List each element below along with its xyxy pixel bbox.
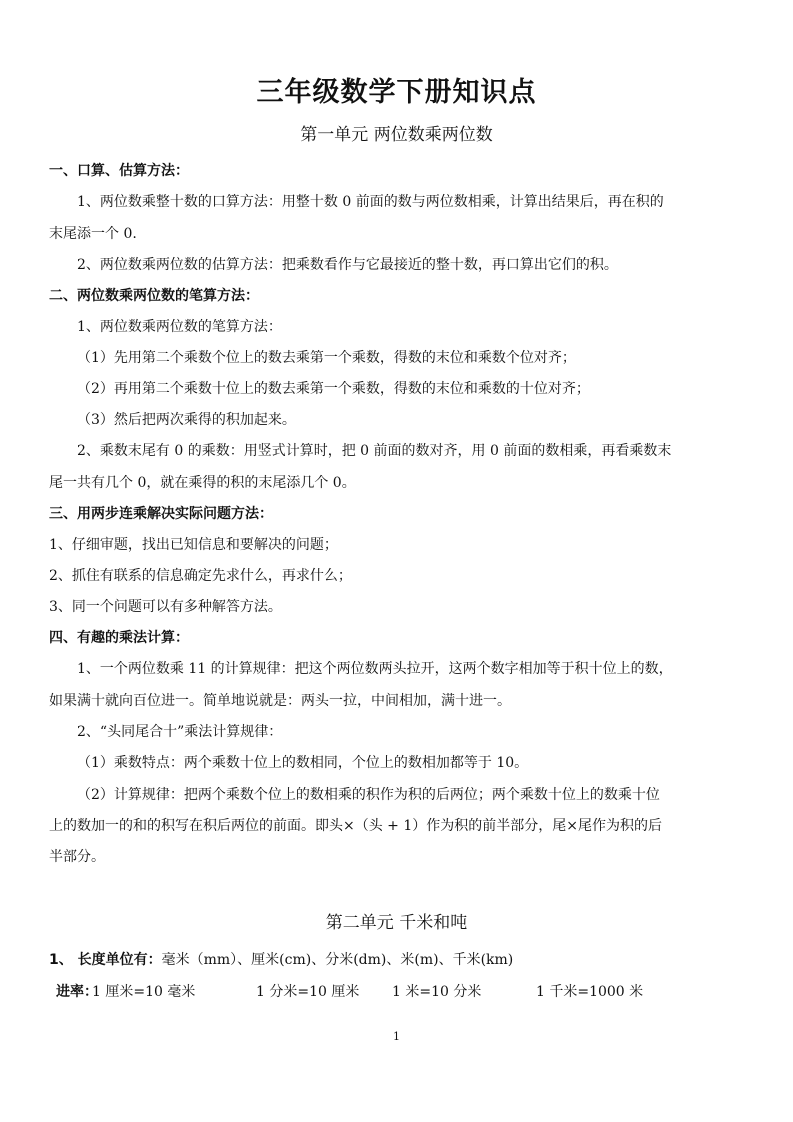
section2-paragraph2-line1: 2、乘数末尾有 0 的乘数：用竖式计算时，把 0 前面的数对齐，用 0 前面的数相乘，再看乘数末 [77,443,672,459]
section2-step1: （1）先用第二个乘数个位上的数去乘第一个乘数，得数的末位和乘数个位对齐； [77,350,576,366]
page-number: 1 [393,1030,400,1043]
section1-paragraph1-line2: 末尾添一个 0. [49,226,137,242]
rate-km-m: 1 千米=1000 米 [536,984,644,1000]
section2-paragraph1: 1、两位数乘两位数的笔算方法： [77,319,282,335]
rate-dm-cm: 1 分米=10 厘米 [256,984,360,1000]
unit1-title: 第一单元 两位数乘两位数 [300,125,493,145]
section2-step2: （2）再用第二个乘数十位上的数去乘第一个乘数，得数的末位和乘数的十位对齐； [77,381,590,397]
section4-paragraph1-line2: 如果满十就向百位进一。简单地说就是：两头一拉，中间相加，满十进一。 [49,693,511,709]
section1-paragraph1-line1: 1、两位数乘整十数的口算方法：用整十数 0 前面的数与两位数相乘，计算出结果后，再在积的 [77,194,664,210]
unit2-title: 第二单元 千米和吨 [325,913,468,933]
section3-heading: 三、用两步连乘解决实际问题方法： [49,506,273,522]
section3-item1: 1、仔细审题，找出已知信息和要解决的问题； [49,537,338,553]
length-units-line [49,951,749,969]
rate-m-dm: 1 米=10 分米 [392,984,482,1000]
section4-paragraph1-line1: 1、一个两位数乘 11 的计算规律：把这个两位数两头拉开，这两个数字相加等于积十位上的数， [77,661,673,677]
conversion-rates-label: 进率： [56,984,98,1000]
section3-item2: 2、抓住有联系的信息确定先求什么，再求什么； [49,568,352,584]
section4-rule2-line3: 半部分。 [49,849,105,865]
section4-rule2-line2: 上的数加一的和的积写在积后两位的前面。即头×（头 + 1）作为积的前半部分，尾×尾作为积的后 [49,818,662,834]
section4-rule2-line1: （2）计算规律：把两个乘数个位上的数相乘的积作为积的后两位；两个乘数十位上的数乘十位 [77,787,660,803]
section3-item3: 3、同一个问题可以有多种解答方法。 [49,599,282,615]
section2-paragraph2-line2: 尾一共有几个 0，就在乘得的积的末尾添几个 0。 [49,475,356,491]
section1-paragraph2: 2、两位数乘两位数的估算方法：把乘数看作与它最接近的整十数，再口算出它们的积。 [77,257,618,273]
section2-step3: （3）然后把两次乘得的积加起来。 [77,412,296,428]
section4-paragraph2: 2、“头同尾合十”乘法计算规律： [77,724,283,740]
section4-heading: 四、有趣的乘法计算： [49,630,189,646]
document-title: 三年级数学下册知识点 [256,77,537,108]
length-units-list: 毫米（mm）、厘米(cm)、分米(dm)、米(m)、千米(km) [161,952,514,968]
rate-cm-mm: 1 厘米=10 毫米 [92,984,196,1000]
section1-heading: 一、口算、估算方法： [49,163,189,179]
section2-heading: 二、两位数乘两位数的笔算方法： [49,288,259,304]
length-units-label: 1、 长度单位有： [49,952,162,968]
section4-rule1: （1）乘数特点：两个乘数十位上的数相同，个位上的数相加都等于 10。 [77,755,529,771]
